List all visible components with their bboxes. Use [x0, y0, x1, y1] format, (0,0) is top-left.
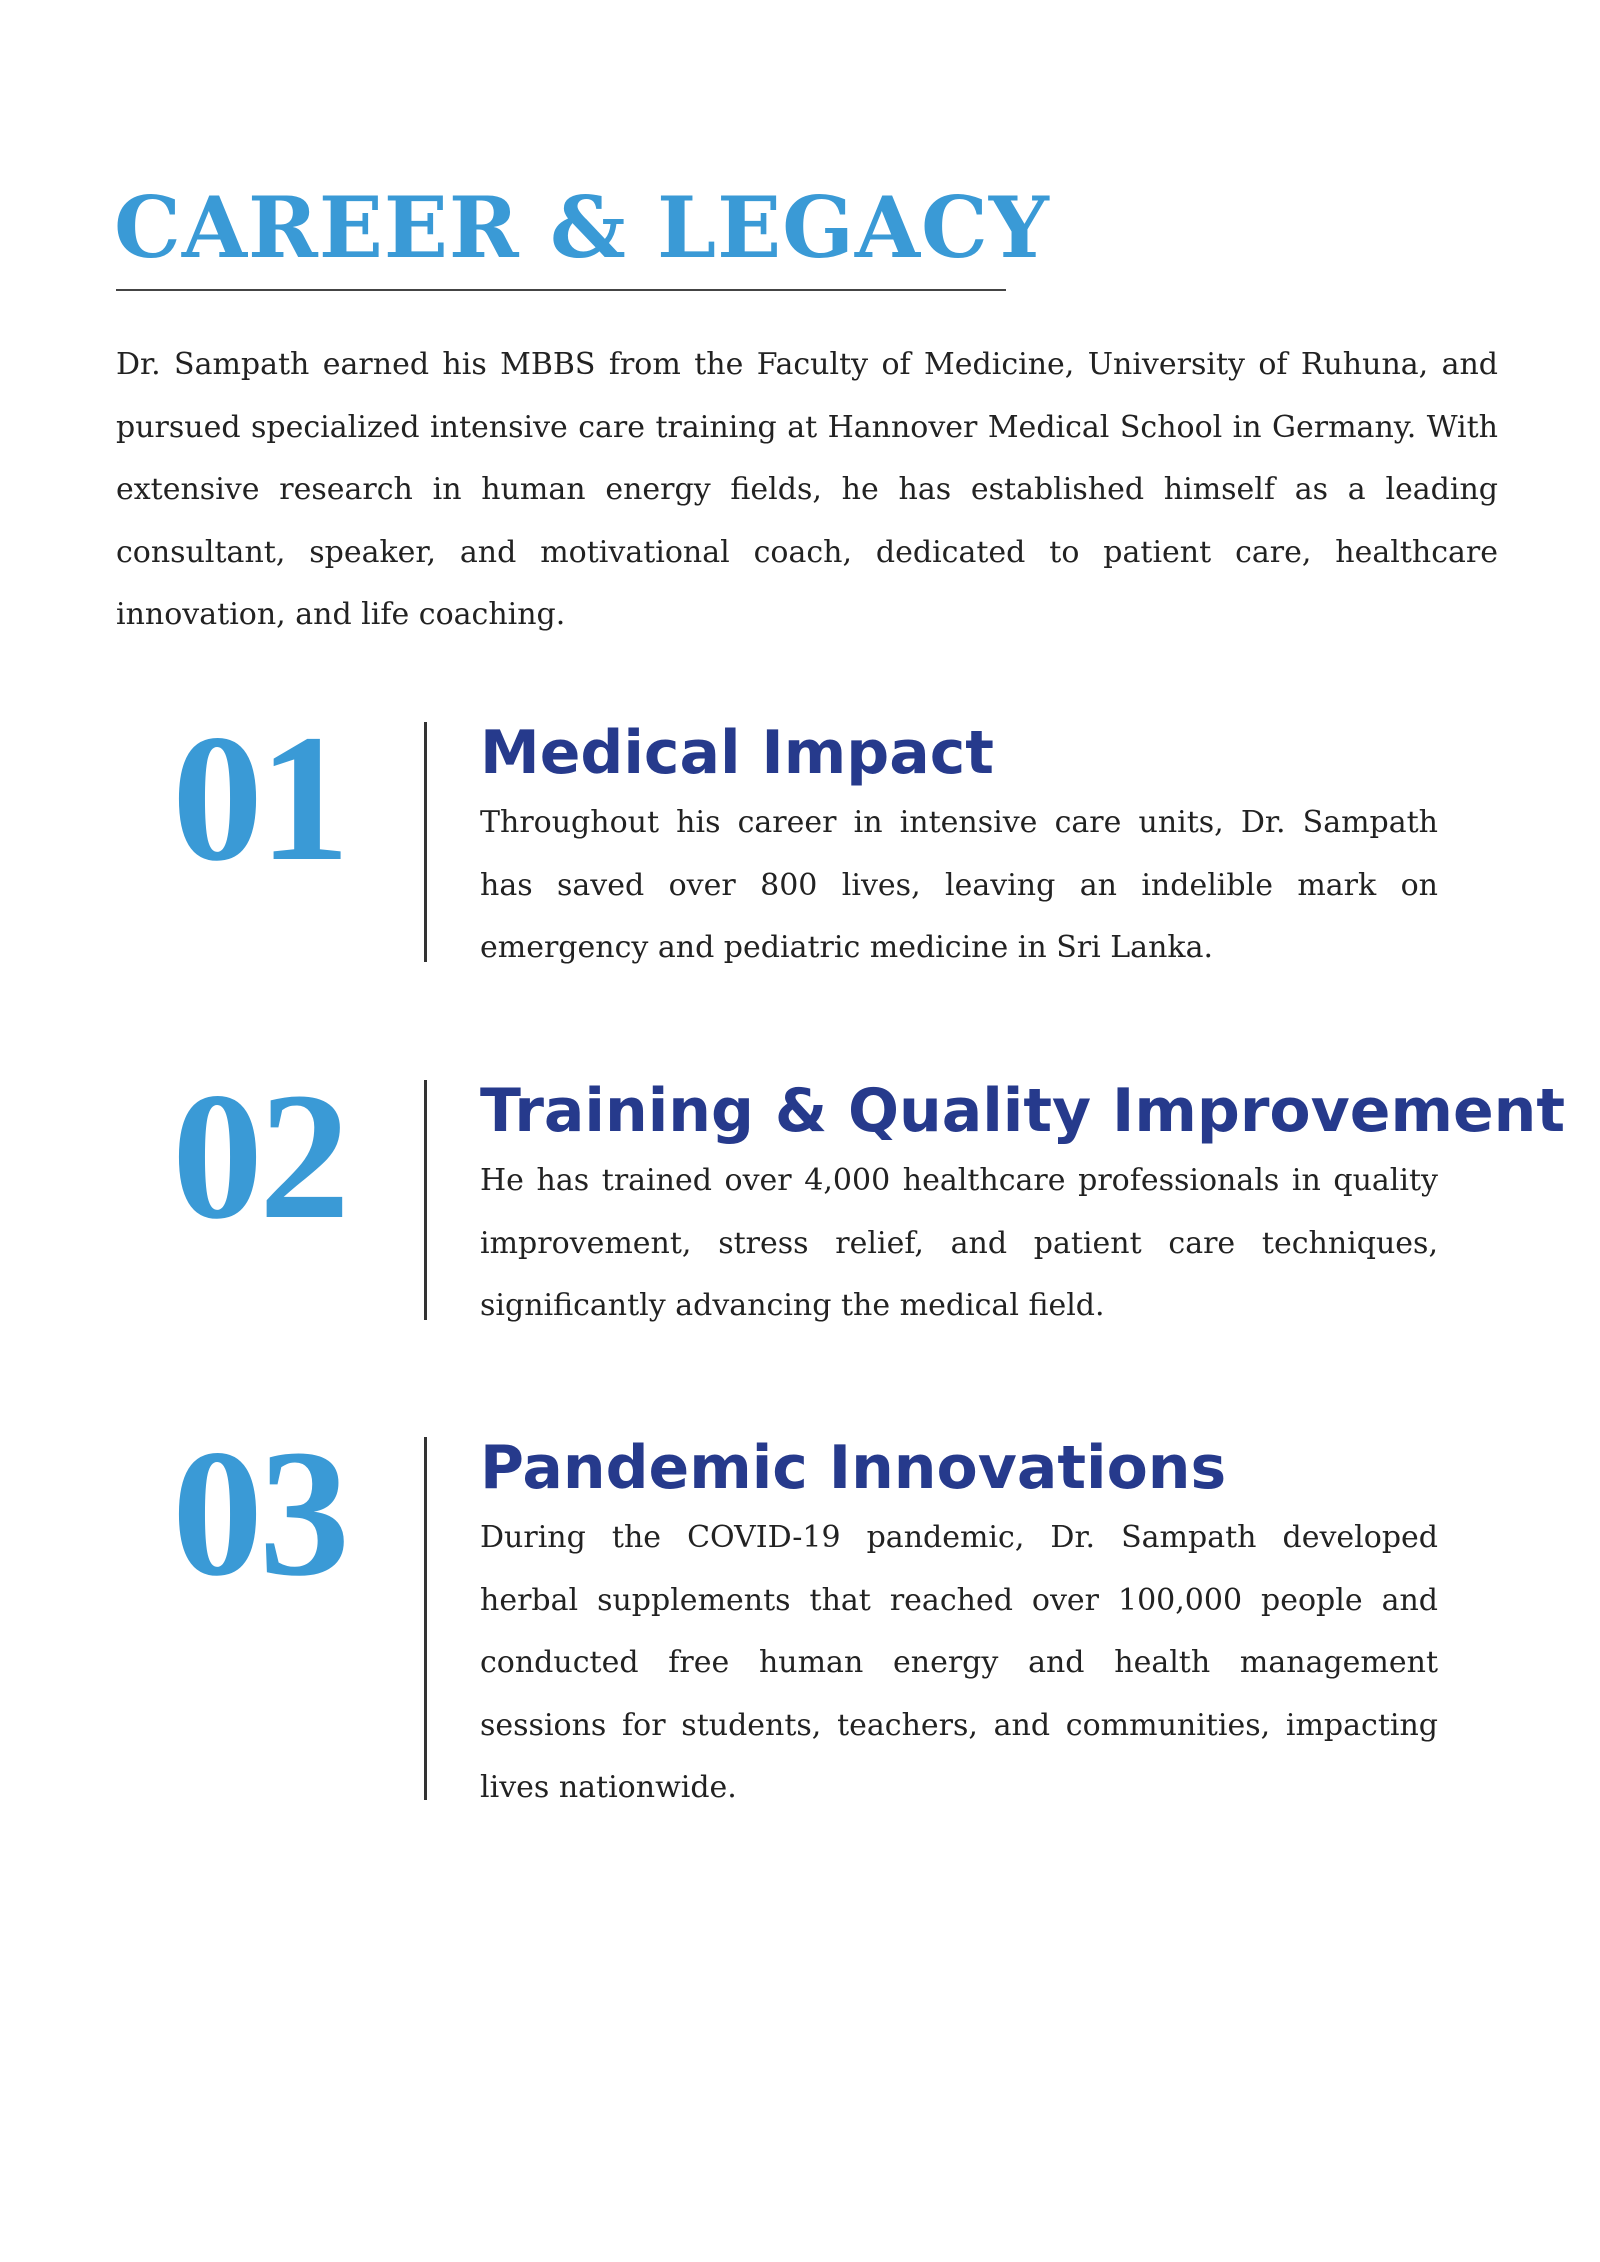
section-number: 03 [172, 1413, 346, 1614]
section-heading: Training & Quality Improvement [480, 1076, 1566, 1146]
section-divider [424, 722, 427, 962]
section-number: 02 [172, 1056, 346, 1257]
section-body: Throughout his career in intensive care units, Dr. Sampath has saved over 800 lives, leaving an indelible mark on emergency and pediatric medicine in Sri Lanka. [480, 805, 1438, 965]
section-heading: Medical Impact [480, 718, 994, 788]
section-heading: Pandemic Innovations [480, 1433, 1227, 1503]
section-body: He has trained over 4,000 healthcare professionals in quality improvement, stress relief, and patient care techniques, significantly advancing the medical field. [480, 1163, 1438, 1323]
title-underline [116, 289, 1006, 291]
section-body: During the COVID-19 pandemic, Dr. Sampath developed herbal supplements that reached over 100,000 people and conducted free human energy and health management sessions for students, teachers, and communities, impacting lives nationwide. [480, 1520, 1438, 1805]
page-title: CAREER & LEGACY [114, 178, 1050, 277]
section-number: 01 [172, 698, 346, 899]
section-divider [424, 1080, 427, 1320]
section-divider [424, 1437, 427, 1800]
intro-paragraph: Dr. Sampath earned his MBBS from the Faculty of Medicine, University of Ruhuna, and pursued specialized intensive care training at Hannover Medical School in Germany. With extensive research in human energy fields, he has established himself as a leading consultant, speaker, and motivational coach, dedicated to patient care, healthcare innovation, and life coaching. [116, 347, 1498, 632]
